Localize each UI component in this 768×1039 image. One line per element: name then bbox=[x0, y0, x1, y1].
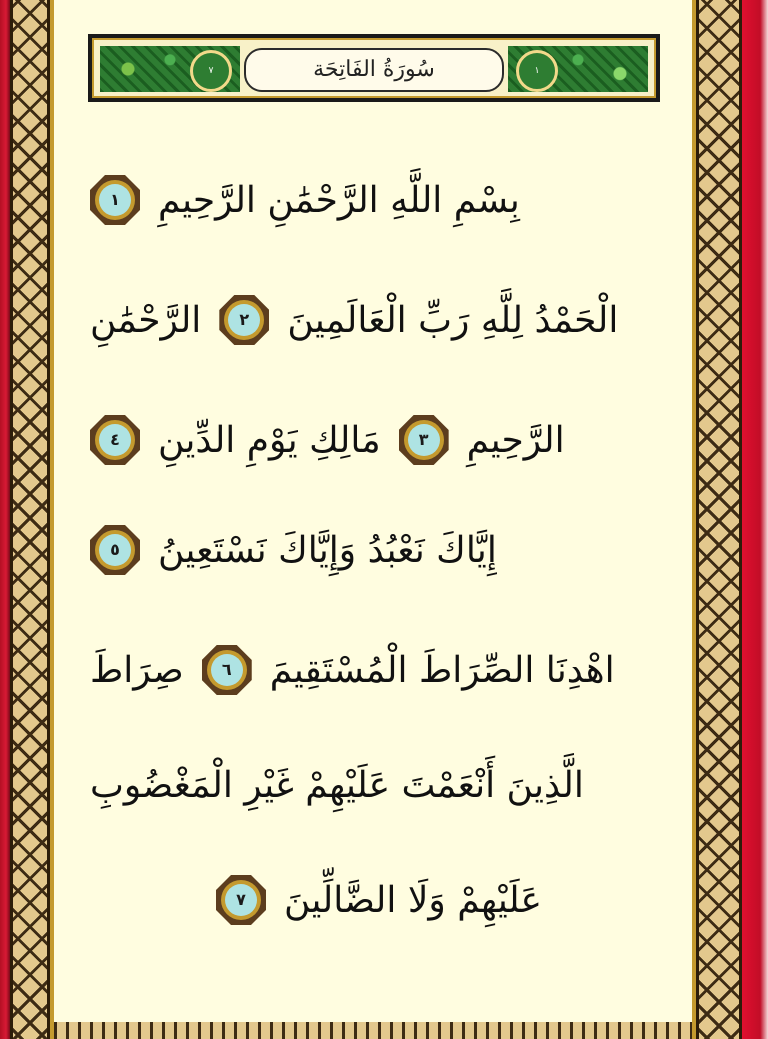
ayah-number: ١ bbox=[99, 184, 131, 216]
verse-text: اهْدِنَا الصِّرَاطَ الْمُسْتَقِيمَ bbox=[269, 649, 615, 691]
verse-text: مَالِكِ يَوْمِ الدِّينِ bbox=[158, 419, 381, 461]
surah-header bbox=[88, 34, 660, 102]
surah-header-inner bbox=[92, 38, 656, 98]
verse-line-7 bbox=[90, 865, 668, 935]
ayah-number: ٢ bbox=[228, 304, 260, 336]
left-red-border bbox=[0, 0, 10, 1039]
verse-line-4 bbox=[90, 515, 668, 585]
verse-count-medallion: ٧ bbox=[190, 50, 232, 92]
verse-text: بِسْمِ اللَّهِ الرَّحْمَٰنِ الرَّحِيمِ bbox=[158, 179, 520, 221]
ayah-number: ٥ bbox=[99, 534, 131, 566]
verse-line-5 bbox=[90, 635, 668, 705]
ayah-marker-7 bbox=[216, 875, 266, 925]
verse-text: الرَّحِيمِ bbox=[466, 419, 565, 461]
ayah-number: ٧ bbox=[225, 884, 257, 916]
surah-number-medallion: ١ bbox=[516, 50, 558, 92]
verse-line-2 bbox=[90, 285, 668, 355]
ayah-number: ٤ bbox=[99, 424, 131, 456]
right-gold-rule bbox=[692, 0, 696, 1039]
ayah-number: ٣ bbox=[408, 424, 440, 456]
verse-line-3 bbox=[90, 405, 668, 475]
right-red-border bbox=[742, 0, 768, 1039]
ayah-marker-3 bbox=[399, 415, 449, 465]
left-ornamental-band bbox=[10, 0, 50, 1039]
verse-text: صِرَاطَ bbox=[90, 649, 184, 691]
surah-title: سُورَةُ الفَاتِحَة bbox=[244, 48, 504, 92]
ayah-marker-2 bbox=[219, 295, 269, 345]
verse-text: إِيَّاكَ نَعْبُدُ وَإِيَّاكَ نَسْتَعِينُ bbox=[158, 529, 497, 571]
verse-text: عَلَيْهِمْ وَلَا الضَّالِّينَ bbox=[284, 879, 543, 921]
ayah-number: ٦ bbox=[211, 654, 243, 686]
verse-line-6 bbox=[90, 750, 668, 820]
ayah-marker-6 bbox=[202, 645, 252, 695]
verse-text: الَّذِينَ أَنْعَمْتَ عَلَيْهِمْ غَيْرِ الْمَغْضُوبِ bbox=[90, 764, 584, 806]
verse-text: الرَّحْمَٰنِ bbox=[90, 299, 202, 341]
ayah-marker-1 bbox=[90, 175, 140, 225]
bottom-ornamental-band bbox=[54, 1022, 692, 1039]
verse-line-1 bbox=[90, 165, 668, 235]
verse-text: الْحَمْدُ لِلَّهِ رَبِّ الْعَالَمِينَ bbox=[287, 299, 619, 341]
ayah-marker-4 bbox=[90, 415, 140, 465]
right-ornamental-band bbox=[696, 0, 742, 1039]
ayah-marker-5 bbox=[90, 525, 140, 575]
